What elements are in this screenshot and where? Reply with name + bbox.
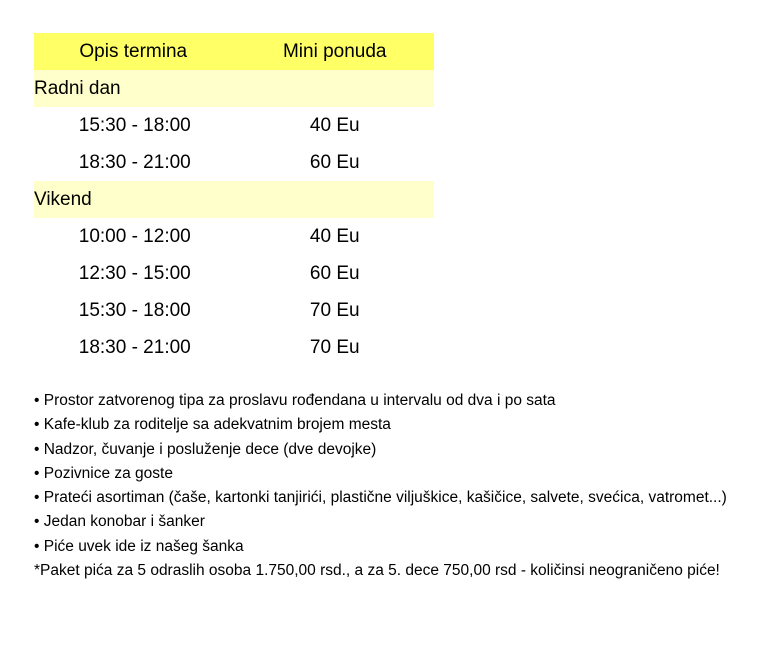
- time-slot: 15:30 - 18:00: [78, 299, 191, 321]
- price: 40 Eu: [309, 114, 360, 136]
- table-row: [34, 144, 434, 181]
- table-row: [34, 329, 434, 366]
- table-row: [34, 218, 434, 255]
- time-slot: 18:30 - 21:00: [78, 151, 191, 173]
- time-slot: 10:00 - 12:00: [78, 225, 191, 247]
- section-row-weekday: [34, 70, 434, 107]
- section-label-weekday: Radni dan: [34, 70, 434, 107]
- feature-item: • Prostor zatvorenog tipa za proslavu rođendana u intervalu od dva i po sata: [34, 392, 556, 409]
- drinks-note: *Paket pića za 5 odraslih osoba 1.750,00 rsd., a za 5. dece 750,00 rsd - količinsi neograničeno piće!: [34, 562, 720, 580]
- price: 70 Eu: [309, 299, 360, 321]
- time-slot: 12:30 - 15:00: [78, 262, 191, 284]
- feature-item: • Nadzor, čuvanje i posluženje dece (dve devojke): [34, 440, 377, 458]
- section-row-weekend: [34, 181, 434, 218]
- header-mini-offer: Mini ponuda: [235, 33, 434, 70]
- feature-item: • Piće uvek ide iz našeg šanka: [34, 537, 244, 555]
- table-row: [34, 107, 434, 144]
- table-row: [34, 292, 434, 329]
- price: 60 Eu: [309, 151, 360, 173]
- section-label-weekend: Vikend: [34, 181, 434, 218]
- price: 70 Eu: [309, 336, 360, 358]
- price-table: [34, 33, 434, 366]
- feature-item: • Pozivnice za goste: [34, 464, 173, 482]
- price: 40 Eu: [309, 225, 360, 247]
- features-list: [34, 389, 774, 583]
- feature-item: • Kafe-klub za roditelje sa adekvatnim brojem mesta: [34, 416, 391, 434]
- feature-item: • Prateći asortiman (čaše, kartonki tanjirići, plastične viljuškice, kašičice, salvete, svećica, vatromet...): [34, 489, 727, 507]
- feature-item: • Jedan konobar i šanker: [34, 513, 205, 531]
- header-term-description: Opis termina: [34, 33, 235, 70]
- table-header-row: [34, 33, 434, 70]
- table-row: [34, 255, 434, 292]
- time-slot: 18:30 - 21:00: [78, 336, 191, 358]
- price: 60 Eu: [309, 262, 360, 284]
- time-slot: 15:30 - 18:00: [78, 114, 191, 136]
